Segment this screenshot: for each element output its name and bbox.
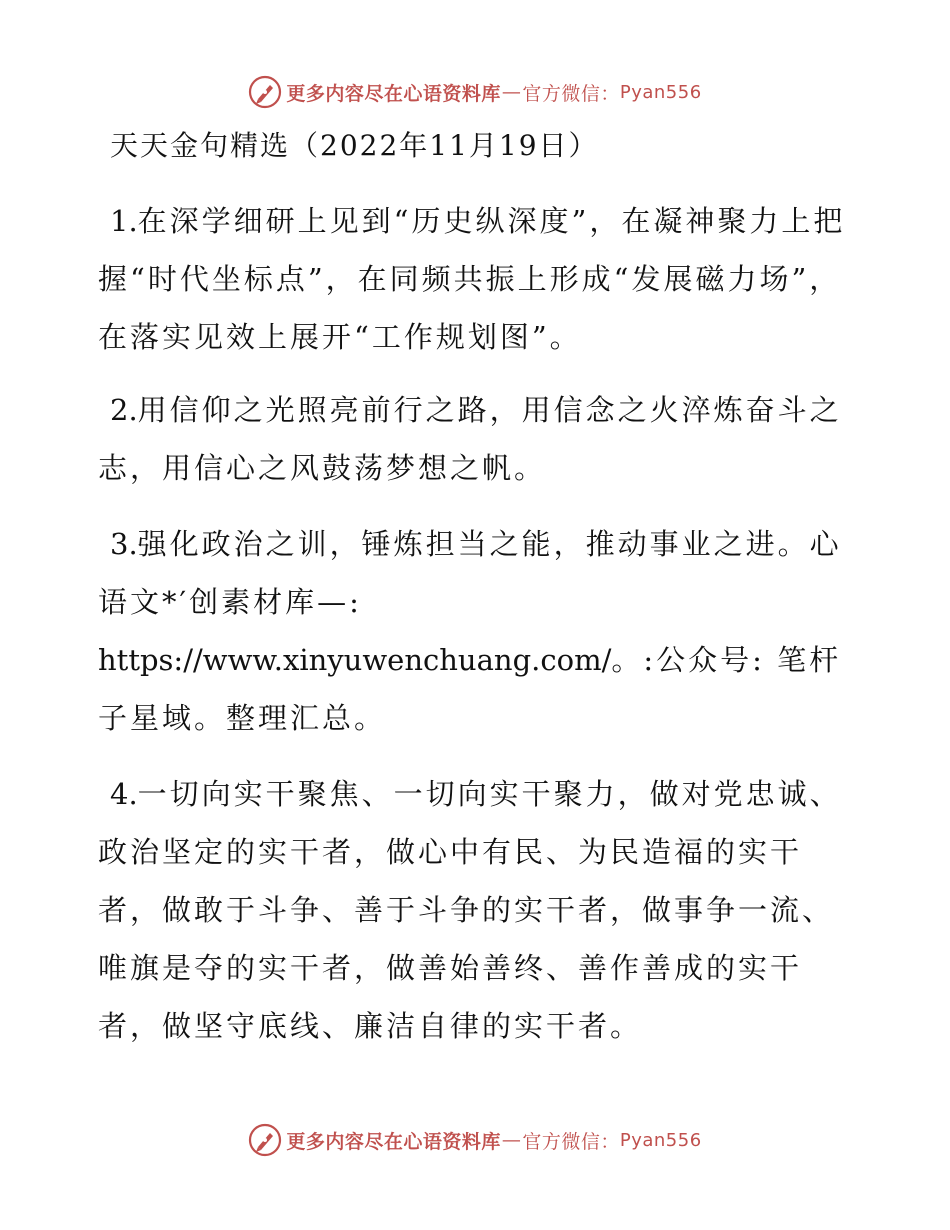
item-text: 一切向实干聚焦、一切向实干聚力，做对党忠诚、政治坚定的实干者，做心中有民、为民造福的实干者，做敢于斗争、善于斗争的实干者，做事争一流、唯旗是夺的实干者，做善始善终、善作善成的实干者，做坚守底线、廉洁自律的实干者。	[98, 777, 842, 1043]
watermark-dash: —	[501, 81, 522, 103]
item-number: 3.	[110, 527, 138, 561]
watermark-header	[0, 72, 950, 112]
watermark-main-text: 更多内容尽在心语资料库	[286, 82, 501, 105]
quote-item-3	[98, 515, 850, 747]
item-text: 用信仰之光照亮前行之路，用信念之火淬炼奋斗之志，用信心之风鼓荡梦想之帆。	[98, 393, 842, 485]
watermark-dash: —	[501, 1129, 522, 1151]
item-text-after: 。:公众号: 笔杆子星域。整理汇总。	[98, 643, 842, 735]
quote-item-1	[98, 192, 850, 366]
item-text: 在深学细研上见到“历史纵深度”，在凝神聚力上把握“时代坐标点”，在同频共振上形成“发展磁力场”，在落实见效上展开“工作规划图”。	[98, 204, 846, 354]
watermark-main-text: 更多内容尽在心语资料库	[286, 1130, 501, 1153]
website-link[interactable]: https://www.xinyuwenchuang.com/	[98, 643, 612, 677]
pen-logo-icon	[248, 1123, 282, 1157]
item-number: 1.	[110, 204, 138, 238]
quote-item-2	[98, 381, 850, 497]
quote-item-4	[98, 765, 850, 1055]
watermark-suffix-text: 官方微信：	[522, 1130, 620, 1153]
item-number: 4.	[110, 777, 138, 811]
watermark-footer	[0, 1120, 950, 1160]
page-title: 天天金句精选（2022年11月19日）	[110, 129, 599, 162]
item-number: 2.	[110, 393, 138, 427]
pen-logo-icon	[248, 75, 282, 109]
item-text: 强化政治之训，锤炼担当之能，推动事业之进。心语文*′创素材库—:	[98, 527, 842, 619]
watermark-id: Pyan556	[619, 81, 702, 103]
watermark-suffix-text: 官方微信：	[522, 82, 620, 105]
watermark-id: Pyan556	[619, 1129, 702, 1151]
